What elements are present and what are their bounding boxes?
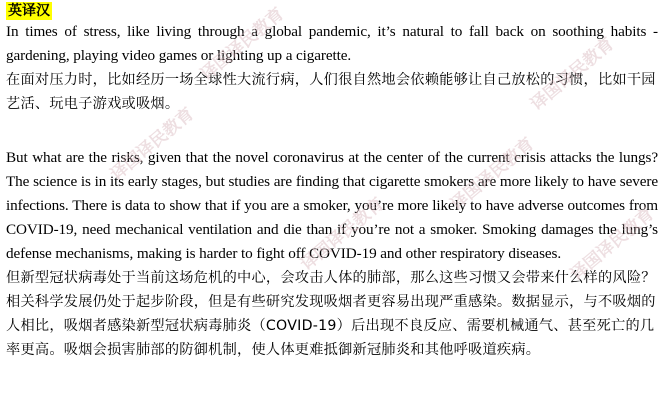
watermark: 译国译民教育: [447, 133, 539, 215]
english-paragraph-1: In times of stress, like living through a global pandemic, it’s natural to fall back on soothing habits - gardening, playing video games or lighting up a cigarette.: [6, 23, 658, 64]
english-paragraph-2: But what are the risks, given that the novel coronavirus at the center of the current crisis attacks the lungs? The science is in its early stages, but studies are finding that cigarette smokers are more likely to have severe infections. There is data to show that if you are a smoker, you’re more likely to have adverse outcomes from COVID-19, need mechanical ventilation and die than if you’re not a smoker. Smoking damages the lung’s defense mechanisms, making is harder to fight off COVID-19 and other respiratory diseases.: [6, 149, 658, 262]
chinese-paragraph-2: 但新型冠状病毒处于当前这场危机的中心，会攻击人体的肺部，那么这些习惯又会带来什么样的风险？相关科学发展仍处于起步阶段，但是有些研究发现吸烟者更容易出现严重感染。数据显示，与不吸烟的人相比，吸烟者感染新型冠状病毒肺炎（COVID-19）后出现不良反应、需要机械通气、甚至死亡的几率更高。吸烟会损害肺部的防御机制，使人体更难抵御新冠肺炎和其他呼吸道疾病。: [6, 270, 656, 358]
watermark: 译国译民教育: [107, 103, 199, 185]
section-heading: 英译汉: [8, 3, 50, 19]
watermark: 译国译民教育: [197, 3, 289, 85]
watermark: 译国译民教育: [297, 193, 389, 275]
chinese-paragraph-1: 在面对压力时，比如经历一场全球性大流行病，人们很自然地会依赖能够让自己放松的习惯，比如干园艺活、玩电子游戏或吸烟。: [6, 72, 656, 112]
watermark: 译国译民教育: [567, 203, 659, 285]
watermark: 译国译民教育: [527, 33, 619, 115]
paragraph-spacer: [6, 116, 658, 146]
